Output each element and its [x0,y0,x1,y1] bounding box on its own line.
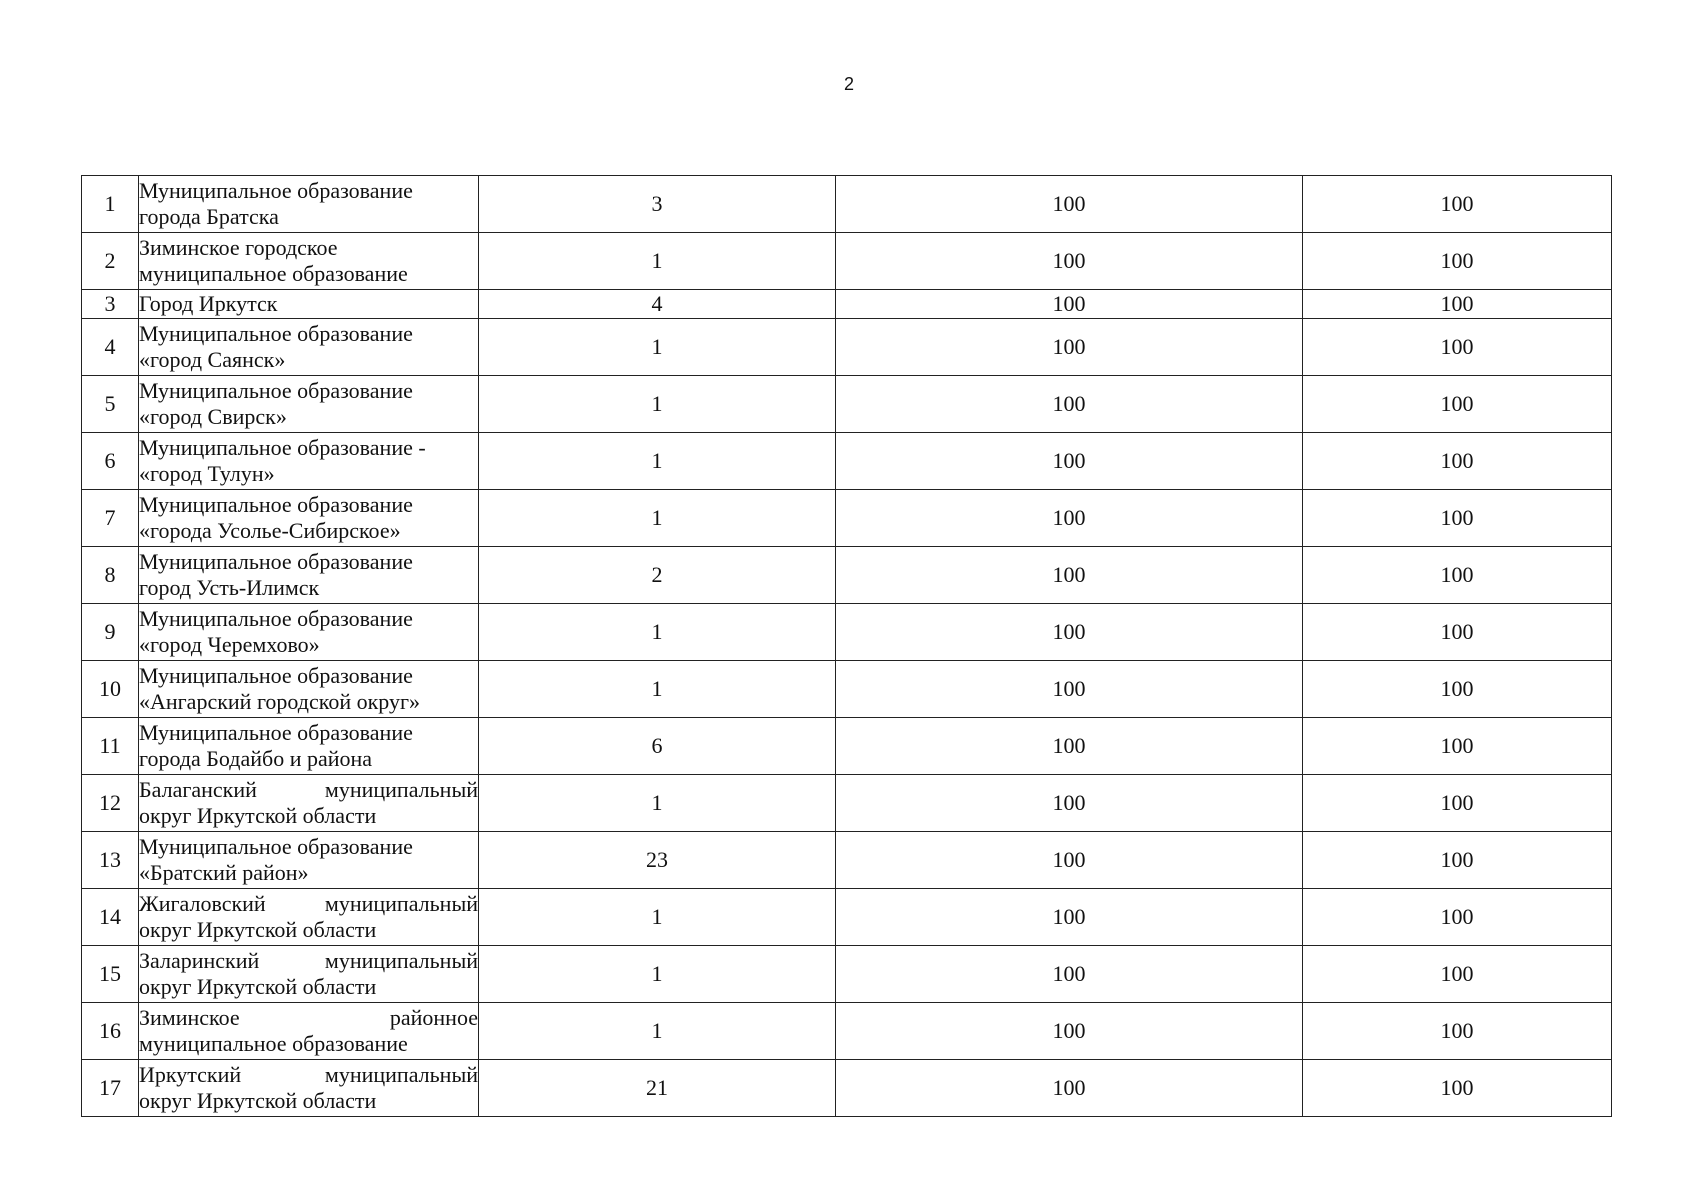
count-cell: 1 [479,775,836,832]
percent-cell-2: 100 [1303,547,1612,604]
municipality-name-cell [139,233,479,290]
count-cell: 23 [479,832,836,889]
row-number-cell: 13 [82,832,139,889]
percent-cell-1: 100 [836,1060,1303,1117]
municipality-name-cell [139,946,479,1003]
count-cell: 1 [479,376,836,433]
row-number-cell: 3 [82,290,139,319]
percent-cell-1: 100 [836,433,1303,490]
table-row [82,661,1612,718]
percent-cell-1: 100 [836,832,1303,889]
row-number-cell: 6 [82,433,139,490]
municipality-name-cell [139,176,479,233]
municipality-name-line: муниципальное образование [139,1031,408,1056]
row-number-cell: 1 [82,176,139,233]
municipality-name-cell [139,718,479,775]
table-row [82,1060,1612,1117]
percent-cell-1: 100 [836,661,1303,718]
row-number-cell: 10 [82,661,139,718]
row-number-cell: 16 [82,1003,139,1060]
percent-cell-1: 100 [836,233,1303,290]
count-cell: 1 [479,233,836,290]
municipality-name-cell [139,490,479,547]
municipality-name-line: Муниципальное образование [139,606,413,631]
percent-cell-2: 100 [1303,832,1612,889]
percent-cell-1: 100 [836,376,1303,433]
table-row [82,290,1612,319]
percent-cell-1: 100 [836,547,1303,604]
municipality-name-line: «Ангарский городской округ» [139,689,421,714]
percent-cell-2: 100 [1303,946,1612,1003]
table-row [82,775,1612,832]
municipality-name-line: Муниципальное образование [139,720,413,745]
table-row [82,832,1612,889]
row-number-cell: 8 [82,547,139,604]
percent-cell-2: 100 [1303,176,1612,233]
table-row [82,946,1612,1003]
count-cell: 1 [479,1003,836,1060]
percent-cell-2: 100 [1303,233,1612,290]
percent-cell-1: 100 [836,946,1303,1003]
municipality-name-cell [139,661,479,718]
table-row [82,433,1612,490]
percent-cell-2: 100 [1303,376,1612,433]
percent-cell-1: 100 [836,176,1303,233]
municipality-name-line: «город Черемхово» [139,632,320,657]
row-number-cell: 9 [82,604,139,661]
municipality-name-line: Зиминское районное [139,1005,478,1030]
count-cell: 4 [479,290,836,319]
percent-cell-1: 100 [836,490,1303,547]
percent-cell-1: 100 [836,1003,1303,1060]
municipality-name-line: Муниципальное образование [139,492,413,517]
municipality-name-line: муниципальное образование [139,261,408,286]
count-cell: 1 [479,946,836,1003]
row-number-cell: 5 [82,376,139,433]
percent-cell-1: 100 [836,718,1303,775]
municipality-name-cell [139,1060,479,1117]
municipality-name-line: «город Саянск» [139,347,286,372]
municipalities-table [81,175,1612,1117]
municipality-name-cell [139,376,479,433]
municipality-name-line: города Бодайбо и района [139,746,373,771]
row-number-cell: 2 [82,233,139,290]
table-row [82,319,1612,376]
municipality-name-line: округ Иркутской области [139,803,377,828]
municipality-name-line: Жигаловский муниципальный [139,891,478,916]
table-row [82,718,1612,775]
percent-cell-2: 100 [1303,319,1612,376]
table-row [82,490,1612,547]
municipality-name-line: Заларинский муниципальный [139,948,478,973]
page-number: 2 [843,74,854,94]
row-number-cell: 11 [82,718,139,775]
table-row [82,176,1612,233]
municipality-name-line: округ Иркутской области [139,974,377,999]
municipality-name-line: округ Иркутской области [139,1088,377,1113]
municipality-name-line: Муниципальное образование - [139,435,426,460]
municipality-name-cell [139,604,479,661]
table-row [82,889,1612,946]
count-cell: 6 [479,718,836,775]
count-cell: 1 [479,661,836,718]
count-cell: 1 [479,319,836,376]
municipality-name-cell [139,1003,479,1060]
municipality-name-line: Муниципальное образование [139,834,413,859]
municipality-name-line: «Братский район» [139,860,309,885]
percent-cell-2: 100 [1303,290,1612,319]
municipality-name-line: Город Иркутск [139,291,278,316]
row-number-cell: 7 [82,490,139,547]
percent-cell-1: 100 [836,604,1303,661]
row-number-cell: 14 [82,889,139,946]
count-cell: 1 [479,490,836,547]
municipality-name-line: округ Иркутской области [139,917,377,942]
table-row [82,376,1612,433]
count-cell: 1 [479,433,836,490]
percent-cell-2: 100 [1303,1003,1612,1060]
percent-cell-1: 100 [836,319,1303,376]
municipality-name-line: Балаганский муниципальный [139,777,478,802]
percent-cell-2: 100 [1303,433,1612,490]
percent-cell-1: 100 [836,889,1303,946]
percent-cell-2: 100 [1303,661,1612,718]
municipality-name-line: Зиминское городское [139,235,338,260]
row-number-cell: 12 [82,775,139,832]
count-cell: 21 [479,1060,836,1117]
count-cell: 1 [479,604,836,661]
municipality-name-line: Муниципальное образование [139,663,413,688]
count-cell: 3 [479,176,836,233]
municipality-name-line: город Усть-Илимск [139,575,320,600]
municipality-name-cell [139,433,479,490]
municipality-name-cell [139,319,479,376]
municipality-name-cell [139,775,479,832]
table-row [82,1003,1612,1060]
row-number-cell: 4 [82,319,139,376]
municipality-name-line: Муниципальное образование [139,321,413,346]
percent-cell-1: 100 [836,775,1303,832]
municipality-name-cell [139,290,479,319]
municipality-name-line: «город Тулун» [139,461,275,486]
percent-cell-1: 100 [836,290,1303,319]
table-row [82,233,1612,290]
percent-cell-2: 100 [1303,1060,1612,1117]
percent-cell-2: 100 [1303,604,1612,661]
percent-cell-2: 100 [1303,775,1612,832]
municipality-name-cell [139,832,479,889]
municipality-name-line: Муниципальное образование [139,549,413,574]
municipality-name-line: Иркутский муниципальный [139,1062,478,1087]
municipality-name-cell [139,889,479,946]
row-number-cell: 15 [82,946,139,1003]
municipality-name-line: «город Свирск» [139,404,287,429]
table-row [82,547,1612,604]
count-cell: 2 [479,547,836,604]
row-number-cell: 17 [82,1060,139,1117]
municipality-name-line: «города Усолье-Сибирское» [139,518,401,543]
count-cell: 1 [479,889,836,946]
percent-cell-2: 100 [1303,889,1612,946]
municipality-name-line: Муниципальное образование [139,178,413,203]
table-row [82,604,1612,661]
municipality-name-cell [139,547,479,604]
percent-cell-2: 100 [1303,718,1612,775]
percent-cell-2: 100 [1303,490,1612,547]
municipality-name-line: города Братска [139,204,279,229]
table-body [82,176,1612,1117]
municipality-name-line: Муниципальное образование [139,378,413,403]
